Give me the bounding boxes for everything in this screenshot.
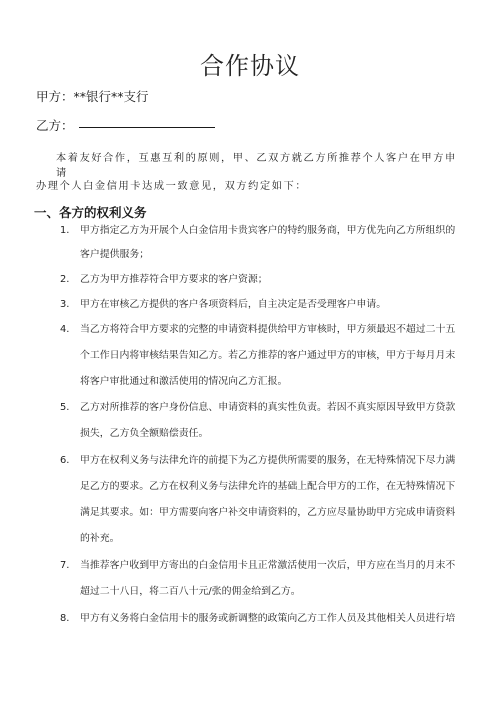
clause-text: 乙方为甲方推荐符合甲方要求的客户资源； [80,274,268,285]
intro-line: 本着友好合作，互惠互利的原则，甲、乙双方就乙方所推荐个人客户在甲方申请 [56,153,457,179]
clause-text: 足乙方的要求。乙方在权利义务与法律允许的基础上配合甲方的工作，在无特殊情况下 [80,481,456,492]
clause-text: 甲方指定乙方为开展个人白金信用卡贵宾客户的特约服务商，甲方优先向乙方所组织的 [80,225,456,236]
clause-number: 1. [60,225,70,236]
clause-text: 满足其要求。如：甲方需要向客户补交申请资料的，乙方应尽量协助甲方完成申请资料 [80,507,456,518]
clause-text: 当乙方将符合甲方要求的完整的申请资料提供给甲方审核时，甲方须最迟不超过二十五 [80,324,456,335]
clause-2 [60,271,268,285]
clause-1 [60,222,455,236]
clause-number: 2. [60,274,70,285]
clause-8 [60,610,455,624]
clause-text: 甲方在权利义务与法律允许的前提下为乙方提供所需要的服务，在无特殊情况下尽力满 [80,455,456,466]
party-b-label: 乙方： [36,118,74,133]
clause-5 [60,399,455,413]
party-b-blank-underline [79,127,215,128]
clause-7 [60,557,455,571]
document-title: 合作协议 [200,52,300,80]
clause-text: 当推荐客户收到甲方寄出的白金信用卡且正常激活使用一次后，甲方应在当月的月末不 [80,560,456,571]
clause-number: 3. [60,299,70,310]
clause-text: 客户提供服务； [80,249,150,260]
section-heading: 一、各方的权利义务 [34,205,147,220]
clause-number: 8. [60,613,70,624]
clause-number: 7. [60,560,70,571]
clause-number: 6. [60,455,70,466]
clause-3 [60,296,386,310]
clause-text: 甲方在审核乙方提供的客户各项资料后，自主决定是否受理客户申请。 [80,299,387,310]
clause-text: 超过二十八日，将二百八十元/张的佣金给到乙方。 [80,586,301,597]
clause-text: 将客户审批通过和激活使用的情况向乙方汇报。 [80,376,288,387]
clause-number: 5. [60,402,70,413]
clause-text: 的补充。 [80,533,120,544]
intro-line: 办理个人白金信用卡达成一致意见，双方约定如下： [36,181,308,192]
clause-4 [60,321,455,335]
clause-text: 个工作日内将审核结果告知乙方。若乙方推荐的客户通过甲方的审核，甲方于每月月末 [80,350,456,361]
clause-text: 乙方对所推荐的客户身份信息、申请资料的真实性负责。若因不真实原因导致甲方贷款 [80,402,456,413]
clause-text: 损失，乙方负全额赔偿责任。 [80,428,209,439]
clause-number: 4. [60,324,70,335]
party-a-line: 甲方：**银行**支行 [36,89,149,104]
clause-6 [60,452,455,466]
clause-text: 甲方有义务将白金信用卡的服务或新调整的政策向乙方工作人员及其他相关人员进行培 [80,613,456,624]
